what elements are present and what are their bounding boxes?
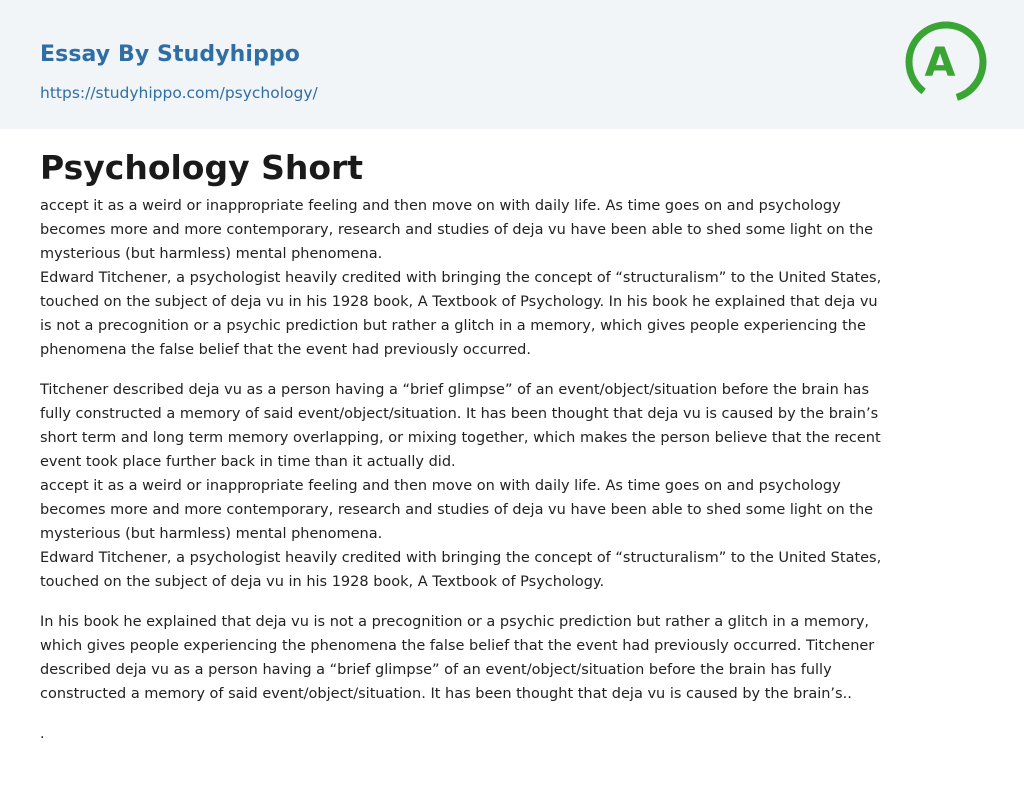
text-line: Edward Titchener, a psychologist heavily credited with bringing the concept of “structuralism” to the United States, [40,270,882,286]
paragraph-4 [40,722,984,746]
text-line: touched on the subject of deja vu in his 1928 book, A Textbook of Psychology. [40,574,605,590]
text-line: becomes more and more contemporary, research and studies of deja vu have been able to shed some light on the [40,222,874,238]
text-line: accept it as a weird or inappropriate feeling and then move on with daily life. As time goes on and psychology [40,478,841,494]
text-line: touched on the subject of deja vu in his 1928 book, A Textbook of Psychology. In his book he explained that deja vu [40,294,878,310]
text-line: . [40,726,45,742]
paragraph-3 [40,610,984,706]
paragraph-1 [40,194,984,362]
text-line: short term and long term memory overlapping, or mixing together, which makes the person believe that the recent [40,430,881,446]
text-line: In his book he explained that deja vu is not a precognition or a psychic prediction but rather a glitch in a memory, [40,614,870,630]
studyhippo-logo-icon[interactable] [900,16,992,108]
site-header [0,0,1024,129]
paragraph-2 [40,378,984,594]
category-link[interactable]: https://studyhippo.com/psychology/ [40,84,318,102]
text-line: described deja vu as a person having a “brief glimpse” of an event/object/situation before the brain has fully [40,662,832,678]
text-line: mysterious (but harmless) mental phenomena. [40,246,383,262]
text-line: which gives people experiencing the phenomena the false belief that the event had previously occurred. Titchener [40,638,875,654]
text-line: phenomena the false belief that the event had previously occurred. [40,342,531,358]
text-line: Titchener described deja vu as a person having a “brief glimpse” of an event/object/situation before the brain has [40,382,869,398]
logo-letter: A [924,40,956,86]
text-line: mysterious (but harmless) mental phenomena. [40,526,383,542]
text-line: becomes more and more contemporary, research and studies of deja vu have been able to shed some light on the [40,502,874,518]
brand-title: Essay By Studyhippo [40,42,300,67]
article [40,142,984,746]
text-line: constructed a memory of said event/object/situation. It has been thought that deja vu is caused by the brain’s.. [40,686,852,702]
page-title: Psychology Short [40,148,364,187]
text-line: accept it as a weird or inappropriate feeling and then move on with daily life. As time goes on and psychology [40,198,841,214]
text-line: Edward Titchener, a psychologist heavily credited with bringing the concept of “structuralism” to the United States, [40,550,882,566]
text-line: is not a precognition or a psychic prediction but rather a glitch in a memory, which gives people experiencing the [40,318,866,334]
text-line: fully constructed a memory of said event/object/situation. It has been thought that deja vu is caused by the brain’s [40,406,879,422]
text-line: event took place further back in time than it actually did. [40,454,456,470]
